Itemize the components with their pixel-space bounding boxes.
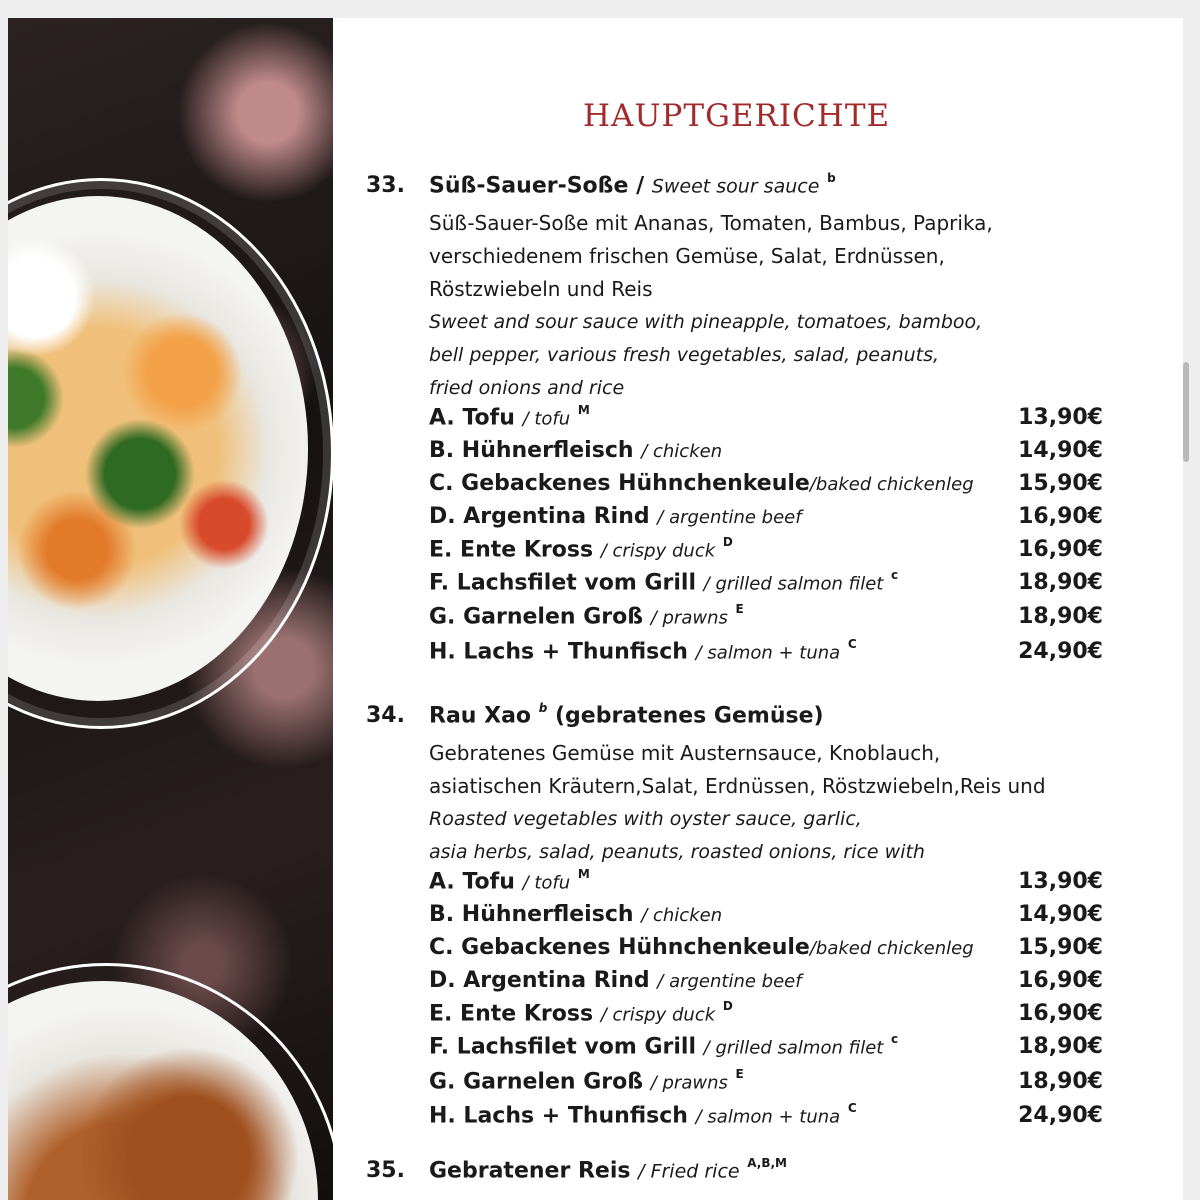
option-label: C. Gebackenes Hühnchenkeule bbox=[429, 935, 810, 960]
allergen-codes: C bbox=[847, 1101, 857, 1115]
food-photo-sidebar bbox=[8, 18, 333, 1200]
description-en bbox=[429, 306, 982, 405]
description-line: bell pepper, various fresh vegetables, salad, peanuts, bbox=[429, 344, 940, 366]
dish-name-de: Rau Xao bbox=[429, 703, 532, 729]
dish-name-en: Sweet sour sauce bbox=[651, 175, 820, 198]
option-row bbox=[429, 1001, 1103, 1026]
option-en: / tofu bbox=[522, 408, 571, 430]
option-en: / argentine beef bbox=[657, 971, 802, 992]
description-line: verschiedenem frischen Gemüse, Salat, Erdnüssen, bbox=[429, 244, 945, 268]
allergen-codes: E bbox=[735, 1067, 744, 1081]
description-line: asiatischen Kräutern,Salat, Erdnüssen, Röstzwiebeln,Reis und bbox=[429, 774, 1046, 798]
dish-name-en: / Fried rice bbox=[638, 1160, 740, 1183]
option-row bbox=[429, 471, 1103, 496]
dish-number: 35. bbox=[366, 1158, 405, 1183]
option-row bbox=[429, 504, 1103, 529]
price: 16,90€ bbox=[1018, 1001, 1103, 1026]
option-row bbox=[429, 570, 1103, 595]
option-label: B. Hühnerfleisch bbox=[429, 902, 634, 927]
option-label: E. Ente Kross bbox=[429, 1001, 594, 1027]
option-en: / argentine beef bbox=[657, 507, 802, 528]
description-en bbox=[429, 803, 925, 869]
option-en: / salmon + tuna bbox=[695, 642, 841, 664]
description-line: asia herbs, salad, peanuts, roasted onions, rice with bbox=[429, 841, 925, 863]
price: 16,90€ bbox=[1018, 968, 1103, 993]
allergen-codes: C bbox=[847, 637, 857, 651]
menu-page bbox=[333, 18, 1183, 1200]
option-en: / prawns bbox=[650, 607, 728, 629]
option-row bbox=[429, 537, 1103, 562]
option-en: / salmon + tuna bbox=[695, 1106, 841, 1128]
option-en: / grilled salmon filet bbox=[703, 1037, 884, 1059]
allergen-codes: D bbox=[722, 535, 733, 549]
option-row bbox=[429, 1034, 1103, 1059]
option-row bbox=[429, 869, 1103, 894]
price: 14,90€ bbox=[1018, 438, 1103, 463]
option-row bbox=[429, 1103, 1103, 1128]
dish-heading bbox=[429, 1158, 787, 1183]
price: 14,90€ bbox=[1018, 902, 1103, 927]
scrollbar-thumb[interactable] bbox=[1183, 362, 1189, 462]
option-label: E. Ente Kross bbox=[429, 537, 594, 563]
price: 13,90€ bbox=[1018, 869, 1103, 894]
option-row bbox=[429, 438, 1103, 463]
option-en: / crispy duck bbox=[600, 540, 716, 562]
allergen-codes: D bbox=[722, 999, 733, 1013]
allergen-codes: b bbox=[538, 701, 548, 715]
dish-number: 33. bbox=[366, 173, 405, 198]
plate-ring bbox=[8, 963, 333, 1200]
option-row bbox=[429, 639, 1103, 664]
allergen-codes: M bbox=[577, 403, 590, 417]
page-title: HAUPTGERICHTE bbox=[583, 98, 891, 134]
allergen-codes: c bbox=[891, 1032, 899, 1046]
price: 16,90€ bbox=[1018, 537, 1103, 562]
option-row bbox=[429, 935, 1103, 960]
option-row bbox=[429, 405, 1103, 430]
dish-name-en: (gebratenes Gemüse) bbox=[554, 703, 824, 729]
option-row bbox=[429, 604, 1103, 629]
description-line: Sweet and sour sauce with pineapple, tomatoes, bamboo, bbox=[429, 311, 983, 333]
description-de bbox=[429, 737, 1046, 803]
price: 16,90€ bbox=[1018, 504, 1103, 529]
price: 15,90€ bbox=[1018, 935, 1103, 960]
description-line: Röstzwiebeln und Reis bbox=[429, 277, 653, 301]
price: 18,90€ bbox=[1018, 1034, 1103, 1059]
option-en: / chicken bbox=[641, 441, 723, 462]
option-row bbox=[429, 968, 1103, 993]
option-en: / tofu bbox=[522, 872, 571, 894]
option-label: H. Lachs + Thunfisch bbox=[429, 1103, 688, 1129]
option-label: A. Tofu bbox=[429, 405, 515, 431]
option-label: H. Lachs + Thunfisch bbox=[429, 639, 688, 665]
description-line: Süß-Sauer-Soße mit Ananas, Tomaten, Bambus, Paprika, bbox=[429, 211, 993, 235]
dish-heading bbox=[429, 703, 824, 728]
price: 18,90€ bbox=[1018, 570, 1103, 595]
price: 24,90€ bbox=[1018, 1103, 1103, 1128]
price: 13,90€ bbox=[1018, 405, 1103, 430]
option-label: G. Garnelen Groß bbox=[429, 604, 644, 630]
option-label: G. Garnelen Groß bbox=[429, 1069, 644, 1095]
allergen-codes: A,B,M bbox=[747, 1156, 787, 1170]
plate-ring bbox=[8, 178, 333, 729]
option-en: / grilled salmon filet bbox=[703, 573, 884, 595]
price: 18,90€ bbox=[1018, 1069, 1103, 1094]
dish-heading bbox=[429, 173, 836, 198]
option-en: /baked chickenleg bbox=[809, 938, 974, 959]
option-en: / crispy duck bbox=[600, 1004, 716, 1026]
allergen-codes: c bbox=[891, 568, 899, 582]
option-en: / prawns bbox=[650, 1072, 728, 1094]
option-row bbox=[429, 902, 1103, 927]
option-label: D. Argentina Rind bbox=[429, 504, 650, 529]
option-label: B. Hühnerfleisch bbox=[429, 438, 634, 463]
option-label: C. Gebackenes Hühnchenkeule bbox=[429, 471, 810, 496]
dish-number: 34. bbox=[366, 703, 405, 728]
option-en: /baked chickenleg bbox=[809, 474, 974, 495]
description-line: Gebratenes Gemüse mit Austernsauce, Knoblauch, bbox=[429, 741, 941, 765]
option-label: D. Argentina Rind bbox=[429, 968, 650, 993]
allergen-codes: b bbox=[827, 171, 836, 185]
allergen-codes: M bbox=[577, 867, 590, 881]
option-label: F. Lachsfilet vom Grill bbox=[429, 1034, 696, 1060]
description-line: Roasted vegetables with oyster sauce, garlic, bbox=[429, 808, 862, 830]
price: 24,90€ bbox=[1018, 639, 1103, 664]
dish-name-de: Süß-Sauer-Soße / bbox=[429, 173, 645, 199]
option-en: / chicken bbox=[641, 905, 723, 926]
option-label: F. Lachsfilet vom Grill bbox=[429, 570, 696, 596]
option-row bbox=[429, 1069, 1103, 1094]
price: 18,90€ bbox=[1018, 604, 1103, 629]
description-de bbox=[429, 207, 993, 306]
option-label: A. Tofu bbox=[429, 869, 515, 895]
allergen-codes: E bbox=[735, 602, 744, 616]
price: 15,90€ bbox=[1018, 471, 1103, 496]
description-line: fried onions and rice bbox=[429, 377, 625, 399]
dish-name-de: Gebratener Reis bbox=[429, 1158, 631, 1184]
